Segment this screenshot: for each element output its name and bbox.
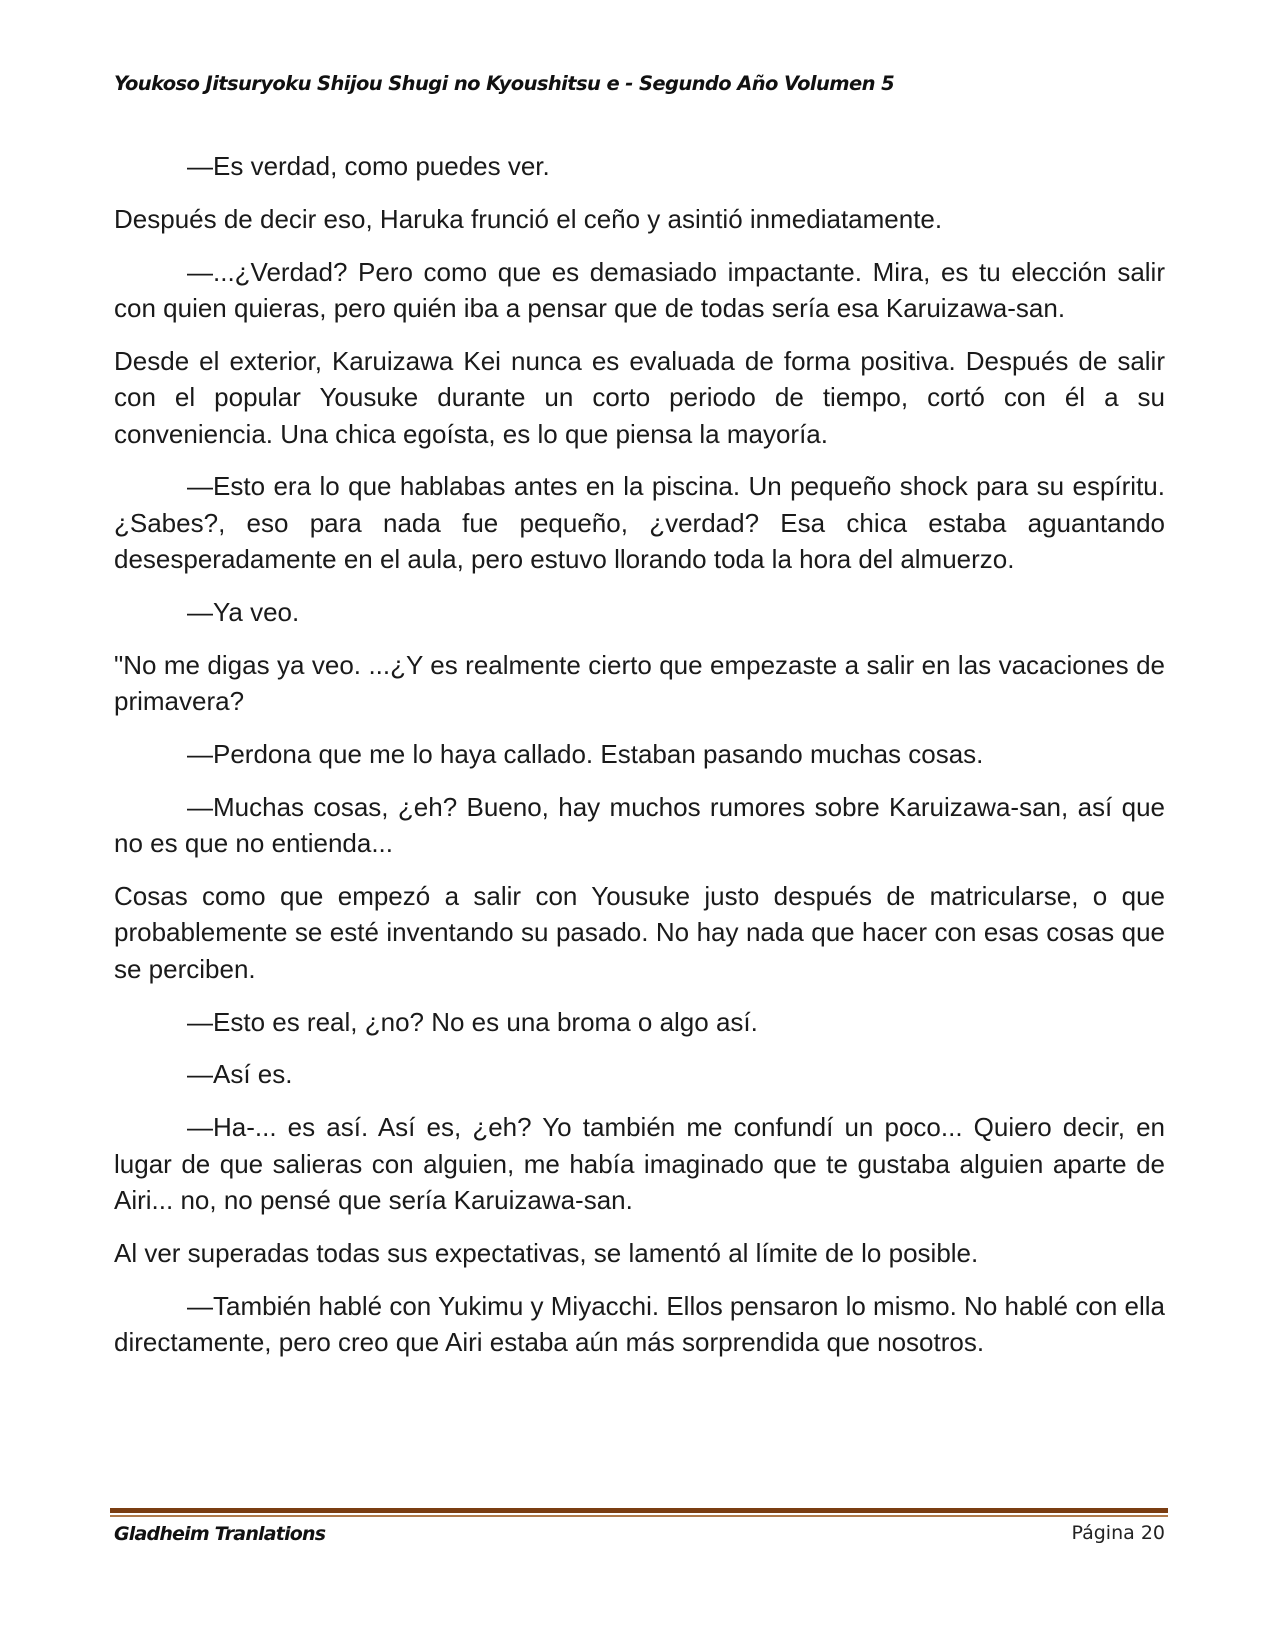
dialogue-paragraph: —Así es. — [187, 1059, 293, 1090]
page-number-value: 20 — [1140, 1522, 1165, 1544]
footer-rule — [110, 1508, 1168, 1513]
narration-paragraph: Desde el exterior, Karuizawa Kei nunca es evaluada de forma positiva. Después de salir con el popular Yousuke durante un corto periodo de tiempo, cortó con él a su conveniencia. Una chica egoísta, es lo que piensa la mayoría. — [114, 345, 1165, 449]
narration-paragraph: Después de decir eso, Haruka frunció el ceño y asintió inmediatamente. — [114, 203, 943, 234]
page-number — [1071, 1522, 1165, 1544]
narration-paragraph: Cosas como que empezó a salir con Yousuke justo después de matricularse, o que probablemente se esté inventando su pasado. No hay nada que hacer con esas cosas que se perciben. — [114, 881, 1165, 984]
narration-paragraph: Al ver superadas todas sus expectativas, se lamentó al límite de lo posible. — [114, 1237, 979, 1268]
dialogue-paragraph: —...¿Verdad? Pero como que es demasiado impactante. Mira, es tu elección salir con quien quieras, pero quién iba a pensar que de todas sería esa Karuizawa-san. — [114, 256, 1165, 323]
dialogue-paragraph: —Esto era lo que hablabas antes en la piscina. Un pequeño shock para su espíritu. ¿Sabes?, eso para nada fue pequeño, ¿verdad? Esa chica estaba aguantando desesperadamente en el aula, pero estuvo llorando toda la hora del almuerzo. — [114, 471, 1165, 575]
dialogue-paragraph: —Muchas cosas, ¿eh? Bueno, hay muchos rumores sobre Karuizawa-san, así que no es que no entienda... — [114, 791, 1165, 859]
dialogue-paragraph: —Perdona que me lo haya callado. Estaban pasando muchas cosas. — [187, 739, 984, 770]
running-header: Youkoso Jitsuryoku Shijou Shugi no Kyoushitsu e - Segundo Año Volumen 5 — [114, 72, 895, 95]
page-body — [114, 148, 1165, 1377]
footer-credit: Gladheim Tranlations — [114, 1523, 326, 1545]
footer-rule-thin — [110, 1515, 1168, 1517]
narration-paragraph: "No me digas ya veo. ...¿Y es realmente cierto que empezaste a salir en las vacaciones de primavera? — [114, 649, 1165, 717]
dialogue-paragraph: —También hablé con Yukimu y Miyacchi. Ellos pensaron lo mismo. No hablé con ella directamente, pero creo que Airi estaba aún más sorprendida que nosotros. — [114, 1290, 1165, 1358]
dialogue-paragraph: —Ya veo. — [187, 597, 300, 628]
dialogue-paragraph: —Ha-... es así. Así es, ¿eh? Yo también me confundí un poco... Quiero decir, en lugar de que salieras con alguien, me había imaginado que te gustaba alguien aparte de Airi... no, no pensé que sería Karuizawa-san. — [114, 1112, 1165, 1216]
dialogue-paragraph: —Esto es real, ¿no? No es una broma o algo así. — [187, 1006, 758, 1037]
page-label: Página — [1071, 1522, 1135, 1544]
dialogue-paragraph: —Es verdad, como puedes ver. — [187, 151, 550, 181]
